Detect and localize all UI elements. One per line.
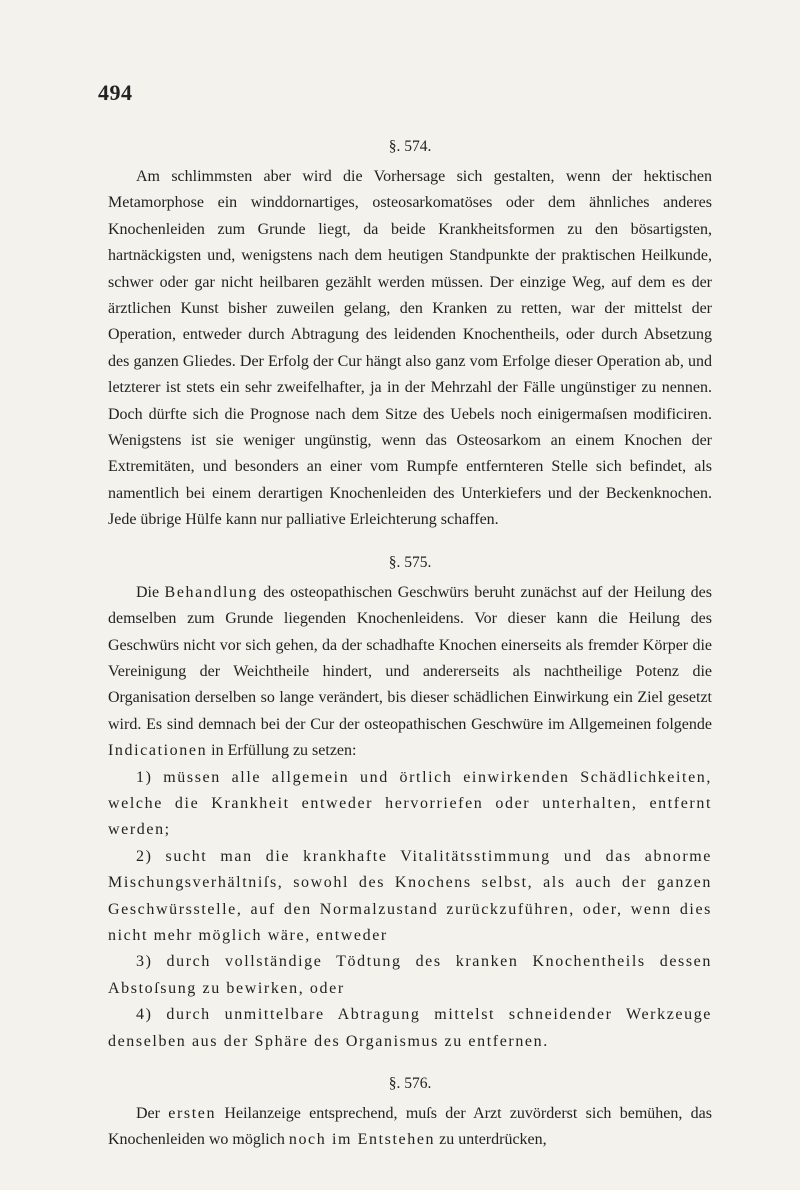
section-heading-576: §. 576. xyxy=(388,1075,432,1092)
text-run: zu unterdrücken, xyxy=(435,1131,547,1149)
indication-item-2: 2) sucht man die krankhafte Vitalitätsstimmung und das abnorme Mischungsverhältniſs, sowohl des Knochens selbst, als auch der ganzen Geschwürsstelle, auf den Normalzustand zurückzuführen, oder, wenn dies nicht mehr möglich wäre, entweder xyxy=(108,847,712,944)
text-run: des osteopathischen Geschwürs beruht zunächst auf der Heilung des demselben zum Grunde liegenden Knochenleidens. Vor dieser kann die Heilung des Geschwürs nicht vor sich gehen, da der schadhafte Knochen einerseits als fremder Körper die Vereinigung der Weichtheile hindert, und andererseits als nachtheilige Potenz die Organisation derselben so lange verändert, bis dieser schädlichen Einwirkung ein Ziel gesetzt wird. Es sind demnach bei der Cur der osteopathischen Geschwüre im Allgemeinen folgende xyxy=(108,583,713,733)
section-heading-574: §. 574. xyxy=(388,138,432,155)
text-run: in Erfüllung zu setzen: xyxy=(207,742,357,760)
text-run: Die xyxy=(136,583,165,601)
page-body xyxy=(108,136,712,1154)
text-run: Heilanzeige entsprechend, muſs der Arzt zuvörderst sich bemühen, das Knochenleiden wo möglich xyxy=(108,1105,713,1149)
section-heading-575: §. 575. xyxy=(388,553,432,571)
emphasis-text: Behandlung xyxy=(164,583,258,601)
paragraph-574: Am schlimmsten aber wird die Vorhersage sich gestalten, wenn der hektischen Metamorphose ein winddornartiges, osteosarkomatöses oder dem ähnliches anderes Knochenleiden zum Grunde liegt, da beide Krankheitsformen zu den bösartigsten, hartnäckigsten und, wenigstens nach dem heutigen Standpunkte der praktischen Heilkunde, schwer oder gar nicht heilbaren gezählt werden müssen. Der einzige Weg, auf dem es der ärztlichen Kunst bisher zuweilen gelang, den Kranken zu retten, war der mittelst der Operation, entweder durch Abtragung des leidenden Knochentheils, oder durch Absetzung des ganzen Gliedes. Der Erfolg der Cur hängt also ganz vom Erfolge dieser Operation ab, und letzterer ist stets ein sehr zweifelhafter, ja in der Mehrzahl der Fälle ungünstiger zu nennen. Doch dürfte sich die Prognose nach dem Sitze des Uebels noch einigermaſsen modificiren. Wenigstens ist sie weniger ungünstig, wenn das Osteosarkom an einem Knochen der Extremitäten, und besonders an einer vom Rumpfe entfernteren Stelle sich befindet, als namentlich bei einem derartigen Knochenleiden des Unterkiefers und der Beckenknochen. Jede übrige Hülfe kann nur palliative Erleichterung schaffen. xyxy=(108,168,712,529)
page-number: 494 xyxy=(98,80,133,105)
indication-item-4: 4) durch unmittelbare Abtragung mittelst schneidender Werkzeuge denselben aus der Sphäre des Organismus zu entfernen. xyxy=(108,1006,712,1050)
indication-item-1: 1) müssen alle allgemein und örtlich einwirkenden Schädlichkeiten, welche die Krankheit entweder hervorriefen oder unterhalten, entfernt werden; xyxy=(108,768,712,839)
text-run: Der xyxy=(136,1105,169,1122)
paragraph-576 xyxy=(108,1101,712,1154)
emphasis-text: Indicationen xyxy=(108,742,208,760)
paragraph-575-intro xyxy=(108,580,712,765)
emphasis-text: ersten xyxy=(168,1105,217,1122)
indication-item-3: 3) durch vollständige Tödtung des kranken Knochentheils dessen Abstoſsung zu bewirken, oder xyxy=(108,953,712,997)
emphasis-text: noch im Entstehen xyxy=(288,1131,436,1149)
